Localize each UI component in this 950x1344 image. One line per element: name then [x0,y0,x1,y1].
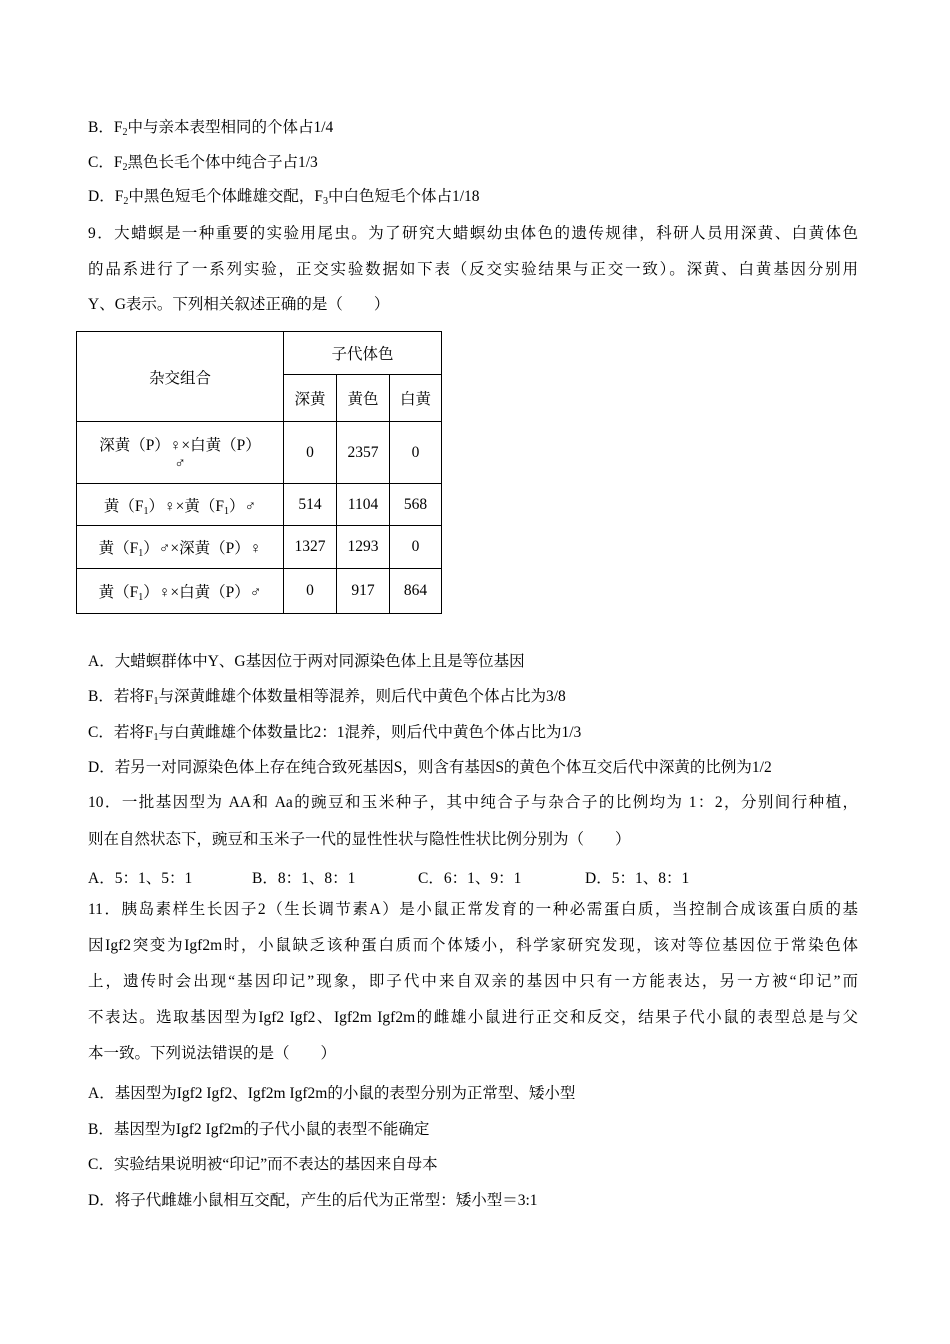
q9-option-b: B．若将$F_1$与深黄雌雄个体数量相等混养，则后代中黄色个体占比为3/8 [88,688,566,707]
q11-stem-line: 本一致。下列说法错误的是（ ） [88,1045,337,1062]
cross-cell: 黄$(F_1)♀\times$白黄（P）♂ [77,569,284,614]
q10-option-a: A．5：1、5：1 [88,870,193,887]
q10-stem-line: 10．一批基因型为 AA和 Aa的豌豆和玉米种子，其中纯合子与杂合子的比例均为 1：2，分别间行种植， [88,794,858,811]
q9-option-d: D．若另一对同源染色体上存在纯合致死基因S，则含有基因S的黄色个体互交后代中深黄的比例为1/2 [88,759,772,776]
q8-option-b: B．$F_2$中与亲本表型相同的个体占1/4 [88,119,334,138]
cross-cell: 深黄（P）♀×白黄（P） ♂ [77,422,284,484]
value-cell: 0 [284,422,337,484]
q11-option-b: B．基因型为Igf2 Igf2m的子代小鼠的表型不能确定 [88,1121,430,1138]
q11-stem-line: 上，遗传时会出现“基因印记”现象，即子代中来自双亲的基因中只有一方能表达，另一方被“印记”而 [88,973,858,990]
q8-option-d: D．$F_2$中黑色短毛个体雌雄交配，$F_3$中白色短毛个体占1/18 [88,188,480,207]
value-cell: 864 [390,569,442,614]
table-row [77,526,442,569]
subheader: 黄色 [337,375,390,422]
value-cell: 1293 [337,526,390,569]
q11-stem-line: 不表达。选取基因型为Igf2 Igf2、Igf2m Igf2m的雌雄小鼠进行正交和反交，结果子代小鼠的表型总是与父 [88,1009,858,1026]
value-cell: 1104 [337,484,390,526]
subheader: 白黄 [390,375,442,422]
table-row [77,422,442,484]
value-cell: 0 [390,526,442,569]
q9-option-a: A．大蜡螟群体中Y、G基因位于两对同源染色体上且是等位基因 [88,653,525,670]
value-cell: 1327 [284,526,337,569]
header-offspring: 子代体色 [284,332,442,375]
value-cell: 0 [390,422,442,484]
value-cell: 2357 [337,422,390,484]
q10-option-c: C．6：1、9：1 [418,870,522,887]
value-cell: 514 [284,484,337,526]
q10-option-b: B．8：1、8：1 [252,870,356,887]
q9-option-c: C．若将$F_1$与白黄雌雄个体数量比2：1混养，则后代中黄色个体占比为1/3 [88,724,582,743]
q11-option-a: A．基因型为Igf2 Igf2、Igf2m Igf2m的小鼠的表型分别为正常型、矮小型 [88,1085,576,1102]
q11-stem-line: 11．胰岛素样生长因子2（生长调节素A）是小鼠正常发育的一种必需蛋白质，当控制合成该蛋白质的基 [88,901,858,918]
q10-option-d: D．5：1、8：1 [585,870,690,887]
value-cell: 917 [337,569,390,614]
q11-option-d: D．将子代雌雄小鼠相互交配，产生的后代为正常型：矮小型＝3:1 [88,1192,538,1209]
value-cell: 0 [284,569,337,614]
q9-table [76,331,442,614]
cross-cell: 黄$(F_1)♀\times$黄$(F_1)♂$ [77,484,284,526]
value-cell: 568 [390,484,442,526]
table-row [77,484,442,526]
q11-option-c: C．实验结果说明被“印记”而不表达的基因来自母本 [88,1156,438,1173]
subheader: 深黄 [284,375,337,422]
q11-stem-line: 因Igf2突变为Igf2m时，小鼠缺乏该种蛋白质而个体矮小，科学家研究发现，该对等位基因位于常染色体 [88,937,858,954]
q9-stem-line: 9．大蜡螟是一种重要的实验用尾虫。为了研究大蜡螟幼虫体色的遗传规律，科研人员用深黄、白黄体色 [88,225,858,242]
q9-stem-line: 的品系进行了一系列实验，正交实验数据如下表（反交实验结果与正交一致）。深黄、白黄基因分别用 [88,261,858,278]
q8-option-c: C．$F_2$黑色长毛个体中纯合子占1/3 [88,154,318,173]
table-row [77,569,442,614]
q10-stem-line: 则在自然状态下，豌豆和玉米子一代的显性性状与隐性性状比例分别为（ ） [88,831,631,848]
cross-cell: 黄$(F_1)♂\times$深黄（P）♀ [77,526,284,569]
header-cross: 杂交组合 [77,332,284,422]
q9-stem-line: Y、G表示。下列相关叙述正确的是（ ） [88,296,390,313]
